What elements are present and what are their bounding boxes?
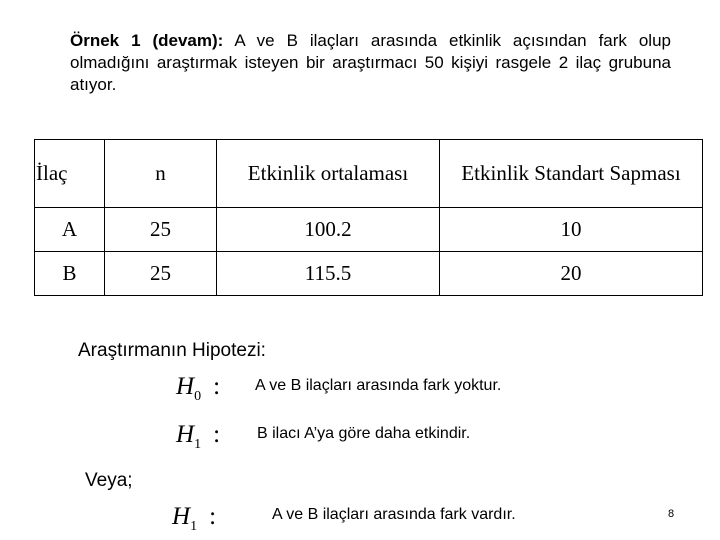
or-label: Veya;	[85, 470, 133, 491]
h1-symbol: $H_1$ :	[176, 421, 221, 452]
example-label: Örnek 1 (devam):	[70, 31, 224, 50]
header-n: n	[105, 140, 217, 208]
intro-text: A ve B ilaçları arasında etkinlik açısından fark olup olmadığını araştırmak isteyen bir araştırmacı 50 kişiyi rasgele 2 ilaç grubuna atıyor.	[70, 31, 671, 94]
header-std: Etkinlik Standart Sapması	[440, 140, 703, 208]
cell-std: 20	[440, 252, 703, 296]
header-mean: Etkinlik ortalaması	[217, 140, 440, 208]
header-drug: İlaç	[35, 140, 105, 208]
cell-mean: 115.5	[217, 252, 440, 296]
intro-paragraph	[70, 30, 671, 96]
h1-alt-statement: A ve B ilaçları arasında fark vardır.	[272, 506, 516, 523]
drug-efficacy-table	[34, 139, 703, 296]
cell-mean: 100.2	[217, 208, 440, 252]
table-header-row	[35, 140, 703, 208]
cell-std: 10	[440, 208, 703, 252]
h0-symbol: $H_0$ :	[176, 373, 221, 404]
cell-drug: B	[35, 252, 105, 296]
h0-statement: A ve B ilaçları arasında fark yoktur.	[255, 377, 502, 394]
cell-n: 25	[105, 252, 217, 296]
hypothesis-title: Araştırmanın Hipotezi:	[78, 340, 266, 361]
cell-n: 25	[105, 208, 217, 252]
page-number: 8	[668, 508, 675, 520]
cell-drug: A	[35, 208, 105, 252]
table-row	[35, 252, 703, 296]
h1-statement: B ilacı A’ya göre daha etkindir.	[257, 425, 471, 442]
table-row	[35, 208, 703, 252]
h1-alt-symbol: $H_1$ :	[172, 503, 217, 534]
